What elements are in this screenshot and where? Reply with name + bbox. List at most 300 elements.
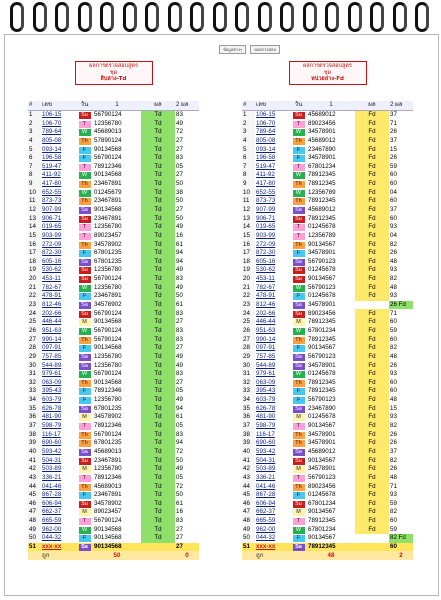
row-result2: 71: [390, 119, 397, 127]
row-number: 43: [242, 474, 255, 483]
table-row: [28, 171, 199, 180]
row-result2: 27: [176, 534, 183, 542]
row-date-link[interactable]: 504-31: [256, 456, 276, 464]
row-date-link[interactable]: 411-92: [256, 171, 275, 179]
row-date-link[interactable]: 805-08: [42, 136, 62, 144]
row-number: 13: [28, 214, 41, 223]
table-row: [242, 482, 413, 491]
table-row: [28, 258, 199, 267]
row-date-link[interactable]: 979-61: [42, 370, 62, 378]
right-summary-row: [242, 543, 413, 552]
row-date-link[interactable]: 063-09: [42, 378, 62, 386]
row-date-link[interactable]: 544-89: [256, 361, 276, 369]
row-draw-digits: 34578902: [94, 413, 122, 421]
row-number: 50: [28, 534, 41, 543]
header-day: วัน: [290, 101, 307, 110]
row-date-link[interactable]: 903-99: [256, 231, 276, 239]
row-result1: Td: [141, 456, 175, 465]
row-date-link[interactable]: 652-55: [42, 188, 62, 196]
row-date-link[interactable]: 603-79: [42, 396, 62, 404]
binder-ring: [123, 2, 137, 32]
row-result1: Fd: [355, 188, 389, 197]
summary-draw: 78912345: [307, 543, 355, 552]
table-row: [28, 361, 199, 370]
row-number: 40: [242, 448, 255, 457]
row-result2: 27: [176, 318, 183, 326]
day-badge: Su: [293, 501, 305, 508]
row-draw-digits: 12356780: [94, 352, 122, 360]
header-draw: 1: [307, 101, 355, 110]
row-date-link[interactable]: 019-65: [42, 223, 62, 231]
day-badge: Su: [79, 501, 91, 508]
row-date-link[interactable]: 097-91: [42, 344, 62, 352]
row-date-link[interactable]: 906-71: [42, 214, 62, 222]
row-date-link[interactable]: 665-59: [256, 517, 276, 525]
row-date-link[interactable]: 106-70: [42, 119, 62, 127]
row-date-link[interactable]: 044-32: [42, 534, 62, 542]
row-draw-digits: 56790124: [94, 370, 122, 378]
table-row: [28, 318, 199, 327]
day-badge: F: [79, 147, 91, 154]
row-date-link[interactable]: 757-85: [256, 352, 276, 360]
row-date-link[interactable]: 453-11: [256, 275, 275, 283]
header-draw: 1: [93, 101, 141, 110]
row-date-link[interactable]: 812-46: [256, 301, 276, 309]
row-result1: Fd: [355, 145, 389, 154]
row-result2: 48: [390, 352, 397, 360]
day-badge: M: [293, 319, 305, 326]
day-badge: F: [293, 388, 305, 395]
row-date-link[interactable]: 951-63: [42, 326, 62, 334]
row-result2: 82: [390, 422, 397, 430]
day-badge: Sa: [293, 363, 305, 370]
row-result1: Td: [141, 335, 175, 344]
day-badge: W: [79, 129, 91, 136]
row-result2: 37: [390, 136, 397, 144]
row-number: 21: [242, 283, 255, 292]
row-date-link[interactable]: 867-28: [42, 491, 62, 499]
row-number: 20: [242, 275, 255, 284]
row-number: 22: [242, 292, 255, 301]
row-date-link[interactable]: 907-99: [42, 206, 62, 213]
table-row: [28, 491, 199, 500]
info-tab[interactable]: ข้อมูลต่างๆ: [219, 45, 246, 54]
binder-ring: [213, 2, 227, 32]
row-result1: Fd: [355, 474, 389, 483]
row-result1: Fd: [355, 387, 389, 396]
row-date-link[interactable]: 417-80: [42, 180, 62, 188]
header-result1: ผล: [355, 101, 389, 110]
row-date-link[interactable]: 782-67: [42, 283, 62, 291]
row-draw-digits: 01245678: [308, 292, 336, 300]
row-draw-digits: 78912345: [308, 171, 336, 179]
table-row: [242, 422, 413, 431]
row-date-link[interactable]: 044-32: [256, 534, 276, 542]
row-date-link[interactable]: 662-37: [42, 508, 62, 516]
day-badge: Su: [79, 216, 91, 223]
right-results-table: [242, 101, 413, 560]
table-row: [28, 240, 199, 249]
row-date-link[interactable]: 196-58: [42, 154, 62, 162]
row-date-link[interactable]: 395-43: [256, 387, 276, 395]
row-number: 26: [28, 327, 41, 336]
right-total-row: [242, 551, 413, 560]
row-date-link[interactable]: 395-43: [42, 387, 62, 395]
row-result2: 71: [390, 482, 397, 490]
binder-ring: [258, 2, 272, 32]
row-draw-digits: 34578901: [308, 430, 336, 438]
row-date-link[interactable]: 652-55: [256, 188, 276, 196]
row-result1: [355, 301, 389, 310]
row-draw-digits: 78912345: [308, 197, 336, 205]
row-result1: Fd: [355, 154, 389, 163]
row-number: 44: [28, 482, 41, 491]
row-date-link[interactable]: 789-64: [256, 128, 276, 136]
left-panel: [28, 61, 199, 560]
summary-draw: 90134568: [93, 543, 141, 552]
left-summary-row: [28, 543, 199, 552]
row-date-link[interactable]: 336-21: [256, 473, 276, 481]
day-badge: F: [79, 293, 91, 300]
row-draw-digits: 90134567: [308, 508, 336, 516]
row-draw-digits: 67801234: [308, 499, 336, 507]
row-date-link[interactable]: 519-47: [42, 162, 62, 170]
row-draw-digits: 34578901: [308, 439, 336, 447]
row-date-link[interactable]: 446-44: [256, 318, 276, 326]
row-result2: 93: [390, 370, 397, 378]
row-date-link[interactable]: 867-28: [256, 491, 276, 499]
row-date-link[interactable]: 626-78: [256, 404, 276, 412]
day-badge: Su: [293, 112, 305, 119]
row-number: 15: [28, 232, 41, 241]
row-number: 41: [242, 456, 255, 465]
row-result2: 27: [176, 206, 183, 213]
table-row: [28, 448, 199, 457]
right-title-line1: ผลการตรวจสอบสูตร: [303, 63, 352, 69]
row-number: 24: [28, 309, 41, 318]
day-badge: Th: [79, 242, 91, 249]
row-number: 49: [28, 525, 41, 534]
row-date-link[interactable]: 478-91: [256, 292, 276, 300]
row-date-link[interactable]: 906-71: [256, 214, 276, 222]
row-result2: 49: [176, 119, 183, 127]
day-badge: F: [79, 492, 91, 499]
day-badge: Th: [293, 337, 305, 344]
row-result1: Fd: [355, 309, 389, 318]
row-result2: 16: [176, 508, 183, 516]
row-result1: Td: [141, 499, 175, 508]
row-result2: 15: [390, 404, 397, 412]
row-date-link[interactable]: 272-09: [42, 240, 62, 248]
row-draw-digits: 01245678: [308, 223, 336, 231]
row-date-link[interactable]: 481-90: [256, 413, 276, 421]
row-number: 47: [242, 508, 255, 517]
row-number: 26: [242, 327, 255, 336]
table-row: [28, 517, 199, 526]
day-badge: Su: [79, 112, 91, 119]
summary-num: 51: [242, 543, 255, 552]
row-number: 14: [242, 223, 255, 232]
row-date-link[interactable]: 106-15: [256, 110, 276, 118]
row-draw-digits: 12356780: [94, 361, 122, 369]
row-result2: 59: [390, 326, 397, 334]
row-date-link[interactable]: 872-30: [42, 249, 62, 257]
summary-date[interactable]: xxx-xx: [255, 543, 290, 552]
row-draw-digits: 89023456: [308, 309, 336, 317]
summary-date[interactable]: xxx-xx: [41, 543, 76, 552]
row-number: 4: [242, 137, 255, 146]
row-result2: 93: [390, 266, 397, 274]
table-row: [28, 482, 199, 491]
total-misses: 2: [389, 551, 413, 560]
row-result2: 37: [390, 110, 397, 118]
row-result2: 94: [176, 439, 183, 447]
row-result2: 27: [176, 525, 183, 533]
row-date-link[interactable]: 503-89: [42, 465, 62, 473]
row-result2: 50: [176, 197, 183, 205]
row-result1: Fd: [355, 361, 389, 370]
row-draw-digits: 56790124: [94, 517, 122, 525]
row-result1: Td: [141, 292, 175, 301]
row-date-link[interactable]: 903-99: [42, 231, 62, 239]
row-date-link[interactable]: 690-60: [256, 439, 276, 447]
row-date-link[interactable]: 530-62: [42, 266, 62, 274]
row-date-link[interactable]: 116-17: [42, 430, 61, 438]
row-draw-digits: 34578902: [94, 499, 122, 507]
row-number: 19: [242, 266, 255, 275]
right-title-line2: ชุด: [323, 69, 332, 76]
row-date-link[interactable]: 626-78: [42, 404, 62, 412]
binder-ring: [325, 2, 339, 32]
row-date-link[interactable]: 805-08: [256, 136, 276, 144]
summary-day-badge: Sa: [79, 544, 91, 551]
left-title-box: [75, 61, 153, 85]
row-result2: 93: [390, 491, 397, 499]
day-badge: W: [79, 285, 91, 292]
row-date-link[interactable]: 453-11: [42, 275, 61, 283]
row-result1: Td: [141, 240, 175, 249]
row-date-link[interactable]: 873-73: [42, 197, 62, 205]
row-number: 7: [242, 162, 255, 171]
row-number: 48: [242, 517, 255, 526]
row-date-link[interactable]: 962-00: [256, 525, 276, 533]
row-draw-digits: 23467891: [94, 491, 122, 499]
check-tab[interactable]: ผลตรวจสอบ: [250, 45, 280, 54]
row-date-link[interactable]: 782-67: [256, 283, 276, 291]
row-draw-digits: 34578901: [308, 361, 336, 369]
row-result1: Fd: [355, 197, 389, 206]
row-result2: 59: [390, 499, 397, 507]
row-result2: 26: [390, 154, 397, 162]
row-draw-digits: 57890124: [94, 136, 122, 144]
row-result1: Td: [141, 266, 175, 275]
row-date-link[interactable]: 662-37: [256, 508, 276, 516]
day-badge: Th: [293, 440, 305, 447]
row-result1: Fd: [355, 240, 389, 249]
row-draw-digits: 23467890: [308, 145, 336, 153]
row-draw-digits: 90134568: [94, 145, 122, 153]
row-result2: 83: [176, 275, 183, 283]
day-badge: W: [293, 285, 305, 292]
table-row: [242, 344, 413, 353]
row-date-link[interactable]: 873-73: [256, 197, 276, 205]
day-badge: W: [79, 190, 91, 197]
right-topbar: [219, 45, 283, 54]
row-date-link[interactable]: 106-15: [42, 110, 62, 118]
row-date-link[interactable]: 503-89: [256, 465, 276, 473]
row-result1: Td: [141, 404, 175, 413]
row-date-link[interactable]: 106-70: [256, 119, 276, 127]
row-date-link[interactable]: 757-85: [42, 352, 62, 360]
row-date-link[interactable]: 951-63: [256, 326, 276, 334]
row-draw-digits: 12356780: [94, 119, 122, 127]
row-date-link[interactable]: 519-47: [256, 162, 276, 170]
row-date-link[interactable]: 812-46: [42, 301, 62, 309]
day-badge: M: [79, 509, 91, 516]
row-result2: 72: [176, 447, 183, 455]
row-draw-digits: 01245678: [308, 266, 336, 274]
row-result2: 48: [390, 396, 397, 404]
row-date-link[interactable]: 530-62: [256, 266, 276, 274]
row-result2: 37: [390, 206, 397, 213]
row-draw-digits: 23467891: [94, 214, 122, 222]
binder-ring: [100, 2, 114, 32]
row-result1: Fd: [355, 422, 389, 431]
row-date-link[interactable]: 481-90: [42, 413, 62, 421]
row-date-link[interactable]: 598-79: [42, 422, 62, 430]
row-draw-digits: 12356780: [94, 465, 122, 473]
row-date-link[interactable]: 202-66: [256, 309, 276, 317]
row-result2: 94: [176, 249, 183, 257]
row-result2: 48: [390, 257, 397, 265]
row-draw-digits: 78912345: [308, 318, 336, 326]
day-badge: Th: [79, 138, 91, 145]
row-result1: Td: [141, 249, 175, 258]
row-result2: 05: [176, 422, 183, 430]
row-number: 22: [28, 292, 41, 301]
row-date-link[interactable]: 872-30: [256, 249, 276, 257]
binder-ring: [235, 2, 249, 32]
row-date-link[interactable]: 593-42: [42, 447, 62, 455]
table-row: [28, 214, 199, 223]
row-date-link[interactable]: 196-58: [256, 154, 276, 162]
row-number: 8: [28, 171, 41, 180]
row-date-link[interactable]: 336-21: [42, 473, 62, 481]
row-result1: Td: [141, 525, 175, 534]
row-date-link[interactable]: 606-94: [256, 499, 276, 507]
row-result1: Td: [141, 430, 175, 439]
row-draw-digits: 89023456: [308, 482, 336, 490]
row-date-link[interactable]: 605-16: [256, 257, 276, 265]
row-number: 45: [242, 491, 255, 500]
row-date-link[interactable]: 272-09: [256, 240, 276, 248]
row-date-link[interactable]: 665-59: [42, 517, 62, 525]
row-date-link[interactable]: 093-14: [256, 145, 276, 153]
table-row: [28, 370, 199, 379]
row-draw-digits: 90134567: [308, 456, 336, 464]
row-date-link[interactable]: 606-94: [42, 499, 62, 507]
table-row: [28, 232, 199, 241]
row-date-link[interactable]: 690-60: [42, 439, 62, 447]
row-result1: Td: [141, 275, 175, 284]
row-draw-digits: 56790124: [94, 326, 122, 334]
row-result2: 27: [176, 171, 183, 179]
table-row: [242, 508, 413, 517]
row-number: 10: [28, 188, 41, 197]
day-badge: F: [293, 345, 305, 352]
row-date-link[interactable]: 990-14: [256, 335, 276, 343]
row-date-link[interactable]: 979-61: [256, 370, 276, 378]
table-row: [28, 327, 199, 336]
row-result1: [355, 534, 389, 543]
row-date-link[interactable]: 990-14: [42, 335, 62, 343]
row-result1: Fd: [355, 110, 389, 119]
row-result2: 48: [390, 473, 397, 481]
row-result2: 60: [390, 171, 397, 179]
row-date-link[interactable]: 504-31: [42, 456, 62, 464]
row-date-link[interactable]: 789-64: [42, 128, 62, 136]
row-draw-digits: 67801235: [94, 404, 122, 412]
header-day: วัน: [76, 101, 93, 110]
row-date-link[interactable]: 202-66: [42, 309, 62, 317]
row-number: 1: [28, 110, 41, 119]
row-result2: 61: [176, 240, 183, 248]
row-date-link[interactable]: 544-89: [42, 361, 62, 369]
row-number: 38: [28, 430, 41, 439]
row-number: 28: [28, 344, 41, 353]
row-number: 27: [28, 335, 41, 344]
row-date-link[interactable]: 605-16: [42, 257, 62, 265]
row-date-link[interactable]: 593-42: [256, 447, 276, 455]
day-badge: Su: [79, 458, 91, 465]
row-number: 29: [242, 353, 255, 362]
day-badge: F: [293, 155, 305, 162]
row-date-link[interactable]: 063-09: [256, 378, 276, 386]
row-date-link[interactable]: 446-44: [42, 318, 62, 326]
table-row: [28, 292, 199, 301]
row-result2: 26: [390, 128, 397, 136]
row-date-link[interactable]: 093-14: [42, 145, 62, 153]
row-date-link[interactable]: 041-46: [256, 482, 276, 490]
row-draw-digits: 90134567: [308, 344, 336, 352]
row-number: 11: [28, 197, 41, 206]
row-date-link[interactable]: 907-99: [256, 206, 276, 213]
row-date-link[interactable]: 041-46: [42, 482, 62, 490]
row-date-link[interactable]: 097-91: [256, 344, 276, 352]
table-row: [242, 404, 413, 413]
row-result2: 04: [390, 231, 397, 239]
row-draw-digits: 67801234: [308, 525, 336, 533]
row-date-link[interactable]: 019-65: [256, 223, 276, 231]
row-result2: 48: [390, 283, 397, 291]
table-row: [242, 266, 413, 275]
row-date-link[interactable]: 411-92: [42, 171, 61, 179]
row-date-link[interactable]: 478-91: [42, 292, 62, 300]
row-draw-digits: 34578901: [308, 465, 336, 473]
row-number: 12: [28, 206, 41, 215]
row-result2: 83: [176, 517, 183, 525]
row-date-link[interactable]: 417-80: [256, 180, 276, 188]
row-draw-digits: 56790124: [94, 110, 122, 118]
row-date-link[interactable]: 116-17: [256, 430, 275, 438]
table-row: [242, 283, 413, 292]
row-date-link[interactable]: 598-79: [256, 422, 276, 430]
row-date-link[interactable]: 962-00: [42, 525, 62, 533]
day-badge: W: [79, 527, 91, 534]
row-date-link[interactable]: 603-79: [256, 396, 276, 404]
table-row: [28, 119, 199, 128]
row-result1: Td: [141, 258, 175, 267]
